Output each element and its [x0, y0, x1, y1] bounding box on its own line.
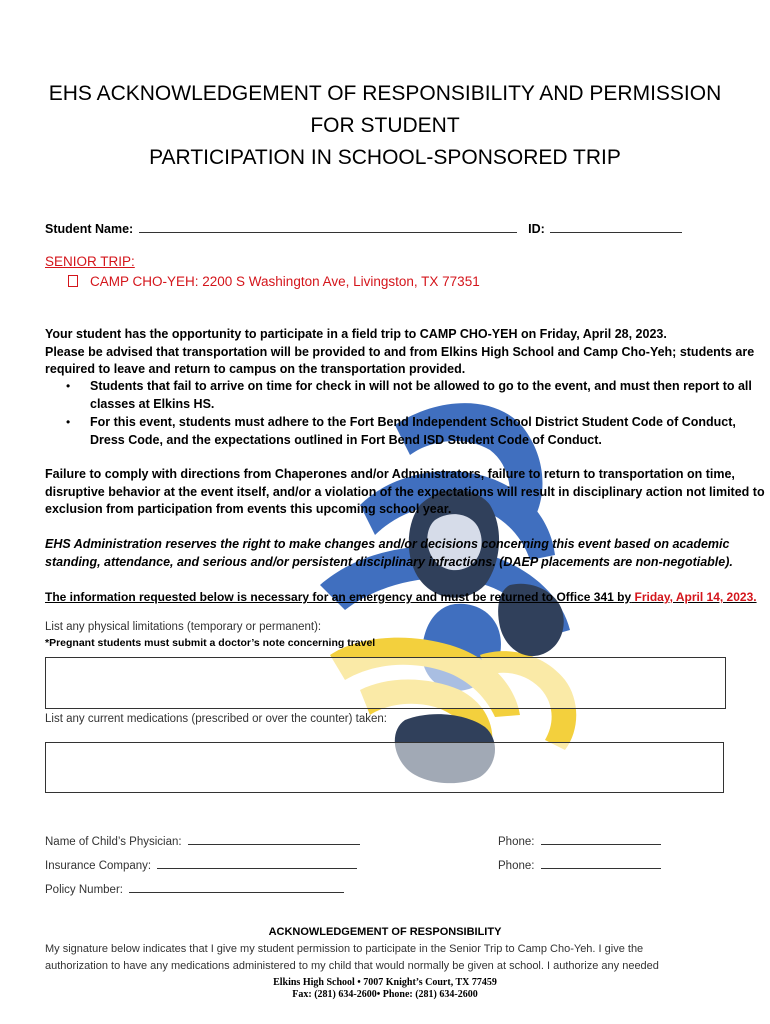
- senior-trip-heading: SENIOR TRIP:: [45, 254, 135, 269]
- pregnant-note: *Pregnant students must submit a doctor’s note concerning travel: [45, 637, 376, 649]
- bullet-2-line-1: For this event, students must adhere to the Fort Bend Independent School District Student Code of Conduct,: [90, 415, 736, 429]
- title-line-2: FOR STUDENT: [310, 114, 460, 137]
- student-name-row: [45, 220, 682, 236]
- trip-option-checkbox[interactable]: [68, 275, 78, 287]
- trip-option-label: CAMP CHO-YEH: 2200 S Washington Ave, Livingston, TX 77351: [90, 274, 480, 289]
- limitations-label: List any physical limitations (temporary or permanent):: [45, 621, 322, 633]
- title-line-3: PARTICIPATION IN SCHOOL-SPONSORED TRIP: [149, 146, 621, 169]
- intro-line-2: Please be advised that transportation will be provided to and from Elkins High School and Camp Cho-Yeh; students are: [45, 345, 755, 359]
- physician-phone-label: Phone:: [498, 836, 535, 848]
- bullet-1-line-1: Students that fail to arrive on time for check in will not be allowed to go to the event, and must then report to all: [90, 379, 752, 393]
- student-id-label: ID:: [528, 222, 545, 236]
- bullet-2-marker: •: [66, 415, 71, 429]
- physician-row: [45, 832, 360, 848]
- bullet-2-line-2: Dress Code, and the expectations outlined in Fort Bend ISD Student Code of Conduct.: [90, 433, 602, 447]
- student-name-field[interactable]: [139, 220, 517, 233]
- document-title: [0, 78, 770, 174]
- physician-field[interactable]: [188, 832, 360, 845]
- student-id-field[interactable]: [550, 220, 682, 233]
- insurance-row: [45, 856, 357, 872]
- admin-line-1: EHS Administration reserves the right to make changes and/or decisions concerning this event based on academic: [45, 537, 730, 551]
- title-line-1: EHS ACKNOWLEDGEMENT OF RESPONSIBILITY AND PERMISSION: [48, 82, 722, 105]
- acknowledgement-line-1: My signature below indicates that I give my student permission to participate in the Senior Trip to Camp Cho-Yeh. I give the: [45, 943, 644, 955]
- limitations-textarea[interactable]: [45, 657, 726, 709]
- insurance-label: Insurance Company:: [45, 860, 152, 872]
- info-required-line: [45, 590, 757, 604]
- acknowledgement-heading: ACKNOWLEDGEMENT OF RESPONSIBILITY: [268, 926, 502, 938]
- footer-contact: Fax: (281) 634-2600• Phone: (281) 634-2600: [292, 989, 478, 1000]
- failure-line-3: exclusion from participation from events this upcoming school year.: [45, 502, 452, 516]
- footer: [0, 977, 770, 1001]
- acknowledgement-line-2: authorization to have any medications administered to my child that would normally be given at school. I authorize any needed: [45, 960, 659, 972]
- failure-line-1: Failure to comply with directions from Chaperones and/or Administrators, failure to return to transportation on time,: [45, 467, 735, 481]
- physician-phone-row: [498, 832, 661, 848]
- footer-address: Elkins High School • 7007 Knight’s Court, TX 77459: [273, 977, 497, 988]
- insurance-phone-label: Phone:: [498, 860, 535, 872]
- policy-field[interactable]: [129, 880, 344, 893]
- insurance-phone-row: [498, 856, 661, 872]
- info-required-text: The information requested below is necessary for an emergency and must be returned to Office 341 by: [45, 590, 632, 604]
- bullet-1-marker: •: [66, 379, 71, 393]
- intro-line-1: Your student has the opportunity to participate in a field trip to CAMP CHO-YEH on Friday, April 28, 2023.: [45, 327, 667, 341]
- bullet-1-line-2: classes at Elkins HS.: [90, 397, 215, 411]
- physician-phone-field[interactable]: [541, 832, 661, 845]
- policy-row: [45, 880, 344, 896]
- medications-label: List any current medications (prescribed or over the counter) taken:: [45, 713, 387, 725]
- info-due-date: Friday, April 14, 2023.: [634, 590, 757, 604]
- policy-label: Policy Number:: [45, 884, 123, 896]
- insurance-phone-field[interactable]: [541, 856, 661, 869]
- intro-line-3: required to leave and return to campus on the transportation provided.: [45, 362, 466, 376]
- trip-option-row: [68, 274, 480, 289]
- admin-line-2: standing, attendance, and serious and/or persistent disciplinary infractions. (DAEP placements are non-negotiable).: [45, 555, 733, 569]
- insurance-field[interactable]: [157, 856, 357, 869]
- student-name-label: Student Name:: [45, 222, 134, 236]
- medications-textarea[interactable]: [45, 742, 724, 793]
- physician-label: Name of Child’s Physician:: [45, 836, 182, 848]
- failure-line-2: disruptive behavior at the event itself, and/or a violation of the expectations will result in disciplinary action not limited to: [45, 485, 765, 499]
